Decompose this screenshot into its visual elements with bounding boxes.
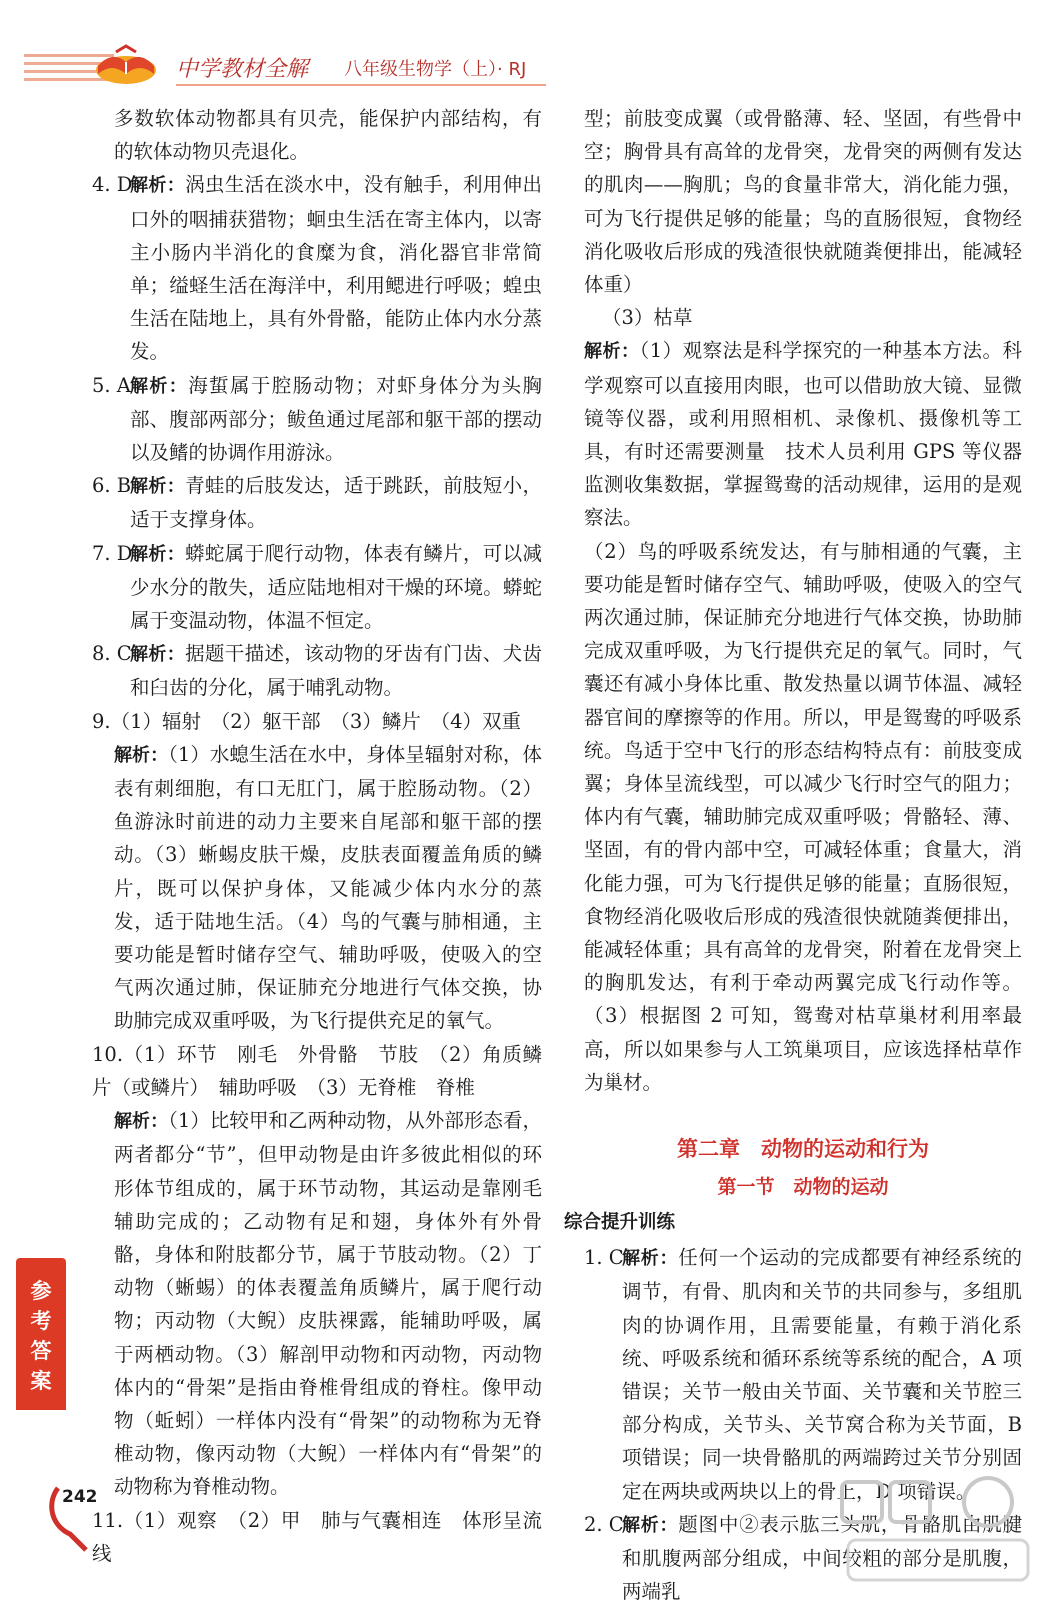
answer-number: 1. C	[584, 1246, 624, 1270]
analysis-label: 解析：	[130, 543, 186, 565]
analysis-text: （1）水螅生活在水中，身体呈辐射对称，体表有刺细胞，有口无肛门，属于腔肠动物。（2）鱼游泳时前进的动力主要来自尾部和躯干部的摆动。（3）蜥蜴皮肤干燥，皮肤表面覆盖角质的鳞片，既可以保护身体，又能减少体内水分的蒸发，适于陆地生活。（4）鸟的气囊与肺相通，主要功能是暂时储存空气、辅助呼吸，使吸入的空气两次通过肺，保证肺充分地进行气体交换，协助肺完成双重呼吸，为飞行提供充足的氧气。	[114, 742, 542, 1033]
answer-number: 8. C	[92, 642, 132, 666]
answer-values: （1）环节 刚毛 外骨骼 节肢 （2）角质鳞片（或鳞片） 辅助呼吸 （3）无脊椎 脊椎	[92, 1042, 542, 1099]
analysis-text: 题图中②表示肱三头肌，骨骼肌由肌腱和肌腹两部分组成，中间较粗的部分是肌腹，两端乳	[622, 1512, 1022, 1604]
answer-9	[92, 705, 542, 1038]
analysis-label: 解析：	[130, 375, 189, 397]
left-column	[92, 102, 542, 1570]
analysis-text: （1）比较甲和乙两种动物，从外部形态看，两者都分“节”，但甲动物是由许多彼此相似的环形体节组成的，属于环节动物，其运动是靠刚毛辅助完成的；乙动物有足和翅，身体外有外骨骼，身体和附肢都分节，属于节肢动物。（2）丁动物（蜥蜴）的体表覆盖角质鳞片，属于爬行动物；丙动物（大鲵）皮肤裸露，能辅助呼吸，属于两栖动物。（3）解剖甲动物和丙动物，丙动物体内的“骨架”是指由脊椎骨组成的脊柱。像甲动物（蚯蚓）一样体内没有“骨架”的动物称为无脊椎动物，像丙动物（大鲵）一样体内有“骨架”的动物称为脊椎动物。	[114, 1109, 542, 1499]
header-underline	[176, 84, 546, 86]
right-column	[564, 102, 1022, 1608]
analysis-text: 任何一个运动的完成都要有神经系统的调节，有骨、肌肉和关节的共同参与，多组肌肉的协调作用，且需要能量，有赖于消化系统、呼吸系统和循环系统等系统的配合，A 项错误；关节一般由关节面、关节囊和关节腔三部分构成，关节头、关节窝合称为关节面，B 项错误；同一块骨骼肌的两端跨过关节分别固定在两块或两块以上的骨上，D 项错误。	[622, 1246, 1022, 1503]
book-logo-icon	[86, 44, 166, 88]
analysis-text: 海蜇属于腔肠动物；对虾身体分为头胸部、腹部两部分；鲅鱼通过尾部和躯干部的摆动以及鳍的协调作用游泳。	[130, 373, 542, 465]
continued-answer: 多数软体动物都具有贝壳，能保护内部结构，有的软体动物贝壳退化。	[114, 107, 542, 164]
analysis-text: 蟒蛇属于爬行动物，体表有鳞片，可以减少水分的散失，适应陆地相对干燥的环境。蟒蛇属于变温动物，体温不恒定。	[130, 541, 542, 633]
analysis-label: 解析：	[622, 1248, 679, 1270]
answer-number: 9.	[92, 709, 111, 733]
book-subtitle: 八年级生物学（上）· RJ	[344, 59, 527, 80]
analysis-label: 解析：	[130, 175, 186, 197]
answer-11	[92, 1504, 542, 1570]
answer-11-part3: （3）枯草	[602, 306, 693, 330]
book-title: 中学教材全解	[176, 57, 309, 82]
answer-4	[92, 168, 542, 368]
section-heading: 第一节 动物的运动	[717, 1176, 889, 1199]
watermark-logo	[838, 1472, 1038, 1590]
answer-number: 11.	[92, 1508, 124, 1532]
analysis-text: （1）观察法是科学探究的一种基本方法。科学观察可以直接用肉眼，也可以借助放大镜、显微镜等仪器，或利用照相机、录像机、摄像机等工具，有时还需要测量 技术人员利用 GPS 等仪器监测收集数据，掌握鸳鸯的活动规律，运用的是观察法。	[584, 339, 1022, 530]
analysis-text-2: （2）鸟的呼吸系统发达，有与肺相通的气囊，主要功能是暂时储存空气、辅助呼吸，使吸入的空气两次通过肺，保证肺充分地进行气体交换，协助肺完成双重呼吸，为飞行提供充足的氧气。同时，气囊还有减小身体比重、散发热量以调节体温、减轻器官间的摩擦等的作用。所以，甲是鸳鸯的呼吸系统。鸟适于空中飞行的形态结构特点有：前肢变成翼；身体呈流线型，可以减少飞行时空气的阻力；体内有气囊，辅助肺完成双重呼吸；骨骼轻、薄、坚固，有的骨内部中空，可减轻体重；食量大，消化能力强，可为飞行提供足够的能量；直肠很短，食物经消化吸收后形成的残渣很快就随粪便排出，能减轻体重；具有高耸的龙骨突，附着在龙骨突上的胸肌发达，有利于牵动两翼完成飞行动作等。（3）根据图 2 可知，鸳鸯对枯草巢材利用率最高，所以如果参与人工筑巢项目，应该选择枯草作为巢材。	[584, 539, 1022, 1094]
answer-number: 2. C	[584, 1512, 624, 1536]
analysis-label: 解析：	[130, 476, 186, 498]
side-tab-reference-answers	[16, 1258, 66, 1410]
answer-8	[92, 637, 542, 704]
answer-number: 5. A	[92, 373, 131, 397]
answer-number: 4. D	[92, 173, 133, 197]
chapter-heading: 第二章 动物的运动和行为	[677, 1137, 929, 1162]
answer-values: （1）辐射 （2）躯干部 （3）鳞片 （4）双重	[110, 709, 521, 733]
answer-7	[92, 537, 542, 638]
analysis-text: 据题干描述，该动物的牙齿有门齿、犬齿和臼齿的分化，属于哺乳动物。	[130, 642, 542, 700]
answer-number: 6. B	[92, 474, 132, 498]
training-title: 综合提升训练	[564, 1212, 676, 1234]
analysis-label: 解析：	[130, 644, 186, 666]
side-tab-label: 参考答案	[30, 1279, 52, 1393]
analysis-label: 解析：	[114, 744, 169, 766]
analysis-label: 解析：	[114, 1111, 169, 1133]
analysis-label: 解析：	[584, 341, 640, 363]
answer-number: 10.	[92, 1042, 124, 1066]
answer-number: 7. D	[92, 541, 133, 565]
analysis-text: 涡虫生活在淡水中，没有触手，利用伸出口外的咽捕获猎物；蛔虫生活在寄主体内，以寄主小肠内半消化的食糜为食，消化器官非常简单；缢蛏生活在海洋中，利用鳃进行呼吸；蝗虫生活在陆地上，具有外骨骼，能防止体内水分蒸发。	[130, 173, 542, 364]
answer-values: （1）观察 （2）甲 肺与气囊相连 体形呈流线	[92, 1508, 542, 1565]
answer-10	[92, 1038, 542, 1504]
answer-6	[92, 469, 542, 536]
exercise-1	[584, 1241, 1022, 1508]
analysis-label: 解析：	[622, 1514, 679, 1536]
analysis-text: 青蛙的后肢发达，适于跳跃，前肢短小，适于支撑身体。	[130, 474, 542, 532]
answer-5	[92, 369, 542, 470]
page-header	[0, 0, 1052, 92]
page-number: 242	[62, 1487, 98, 1507]
answer-11-continued: 型；前肢变成翼（或骨骼薄、轻、坚固，有些骨中空；胸骨具有高耸的龙骨突，龙骨突的两侧有发达的肌肉——胸肌；鸟的食量非常大，消化能力强，可为飞行提供足够的能量；鸟的直肠很短，食物经消化吸收后形成的残渣很快就随粪便排出，能减轻体重）	[584, 107, 1022, 297]
